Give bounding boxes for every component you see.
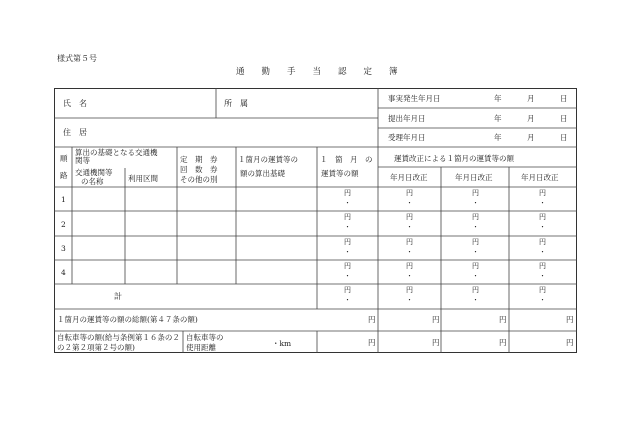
receipt-year: 年 (494, 133, 502, 142)
bicycle-label-2: の２第２項第２号の額) (57, 343, 135, 352)
fact-date-label: 事実発生年月日 (388, 94, 441, 103)
name-label: 氏 名 (63, 99, 87, 108)
revision-col-1-label: 年月日改正 (390, 173, 428, 182)
dot-mark: ・ (344, 199, 351, 207)
dot-mark: ・ (344, 223, 351, 231)
fact-day: 日 (560, 94, 568, 103)
route-section-label: 利用区間 (128, 174, 158, 183)
basis-transport-label-1: 算出の基礎となる交通機 (75, 148, 158, 157)
yen-mark: 円 (539, 286, 546, 294)
bicycle-label-1: 自転車等の額(給与条例第１６条の２ (57, 333, 180, 342)
dot-mark: ・ (539, 223, 546, 231)
submit-date-label: 提出年月日 (388, 114, 426, 123)
dot-mark: ・ (344, 296, 351, 304)
monthly-amount-label-2: 運賃等の額 (321, 169, 359, 178)
yen-mark: 円 (406, 189, 413, 197)
dot-mark: ・ (406, 223, 413, 231)
yen-mark: 円 (406, 238, 413, 246)
submit-day: 日 (560, 114, 568, 123)
dot-mark: ・ (406, 199, 413, 207)
dot-mark: ・ (472, 223, 479, 231)
yen-mark: 円 (539, 262, 546, 270)
pass-type-label-1: 定 期 券 (180, 155, 218, 164)
submit-year: 年 (494, 114, 502, 123)
transport-name-label-2: の名称 (81, 177, 104, 186)
receipt-day: 日 (560, 133, 568, 142)
total-monthly-yen-2: 円 (432, 315, 440, 324)
yen-mark: 円 (344, 238, 351, 246)
receipt-date-label: 受理年月日 (388, 133, 426, 142)
receipt-month: 月 (527, 133, 535, 142)
bicycle-yen-3: 円 (499, 338, 507, 347)
total-monthly-yen-3: 円 (499, 315, 507, 324)
dot-mark: ・ (344, 248, 351, 256)
bicycle-distance-label-2: 使用距離 (186, 343, 216, 352)
revision-header-label: 運賃改正による１箇月の運賃等の額 (394, 154, 514, 163)
bicycle-distance-label-1: 自転車等の (186, 333, 224, 342)
seq-label-2: 路 (60, 171, 68, 180)
monthly-basis-label-1: １箇月の運賃等の (238, 155, 298, 164)
dot-mark: ・ (539, 272, 546, 280)
yen-mark: 円 (472, 213, 479, 221)
yen-mark: 円 (344, 213, 351, 221)
pass-type-label-2: 回 数 券 (180, 165, 218, 174)
total-monthly-yen-1: 円 (368, 315, 376, 324)
total-monthly-yen-4: 円 (566, 315, 574, 324)
bicycle-yen-4: 円 (566, 338, 574, 347)
monthly-basis-label-2: 額の算出基礎 (240, 169, 285, 178)
transport-name-label-1: 交通機関等 (75, 168, 113, 177)
seq-label-1: 順 (60, 154, 68, 163)
yen-mark: 円 (472, 286, 479, 294)
dot-mark: ・ (539, 248, 546, 256)
revision-col-2-label: 年月日改正 (455, 173, 493, 182)
yen-mark: 円 (539, 238, 546, 246)
yen-mark: 円 (406, 262, 413, 270)
yen-mark: 円 (344, 262, 351, 270)
dot-mark: ・ (472, 296, 479, 304)
total-monthly-label: １箇月の運賃等の額の総額(第４７条の額) (57, 315, 198, 324)
yen-mark: 円 (472, 189, 479, 197)
bicycle-yen-2: 円 (432, 338, 440, 347)
affiliation-label: 所 属 (224, 99, 248, 108)
yen-mark: 円 (539, 189, 546, 197)
total-label: 計 (114, 292, 122, 301)
yen-mark: 円 (406, 286, 413, 294)
dot-mark: ・ (406, 296, 413, 304)
revision-col-3-label: 年月日改正 (521, 173, 559, 182)
dot-mark: ・ (539, 199, 546, 207)
bicycle-km-unit: ・km (272, 339, 292, 348)
dot-mark: ・ (406, 248, 413, 256)
basis-transport-label-2: 関等 (75, 156, 90, 165)
form-title: 通勤手当認定簿 (236, 67, 415, 77)
dot-mark: ・ (472, 272, 479, 280)
yen-mark: 円 (344, 189, 351, 197)
bicycle-yen-1: 円 (368, 338, 376, 347)
dot-mark: ・ (539, 296, 546, 304)
row-number-1: 1 (61, 195, 66, 204)
fact-month: 月 (527, 94, 535, 103)
yen-mark: 円 (344, 286, 351, 294)
row-number-4: 4 (61, 268, 66, 277)
fact-year: 年 (494, 94, 502, 103)
submit-month: 月 (527, 114, 535, 123)
yen-mark: 円 (472, 262, 479, 270)
residence-label: 住 居 (63, 128, 87, 137)
pass-type-label-3: その他の別 (180, 175, 218, 184)
row-number-3: 3 (61, 244, 66, 253)
yen-mark: 円 (406, 213, 413, 221)
yen-mark: 円 (472, 238, 479, 246)
dot-mark: ・ (344, 272, 351, 280)
monthly-amount-label-1: １ 箇 月 の (320, 155, 373, 164)
dot-mark: ・ (406, 272, 413, 280)
row-number-2: 2 (61, 220, 66, 229)
yen-mark: 円 (539, 213, 546, 221)
dot-mark: ・ (472, 199, 479, 207)
dot-mark: ・ (472, 248, 479, 256)
form-number: 様式第５号 (57, 54, 97, 63)
